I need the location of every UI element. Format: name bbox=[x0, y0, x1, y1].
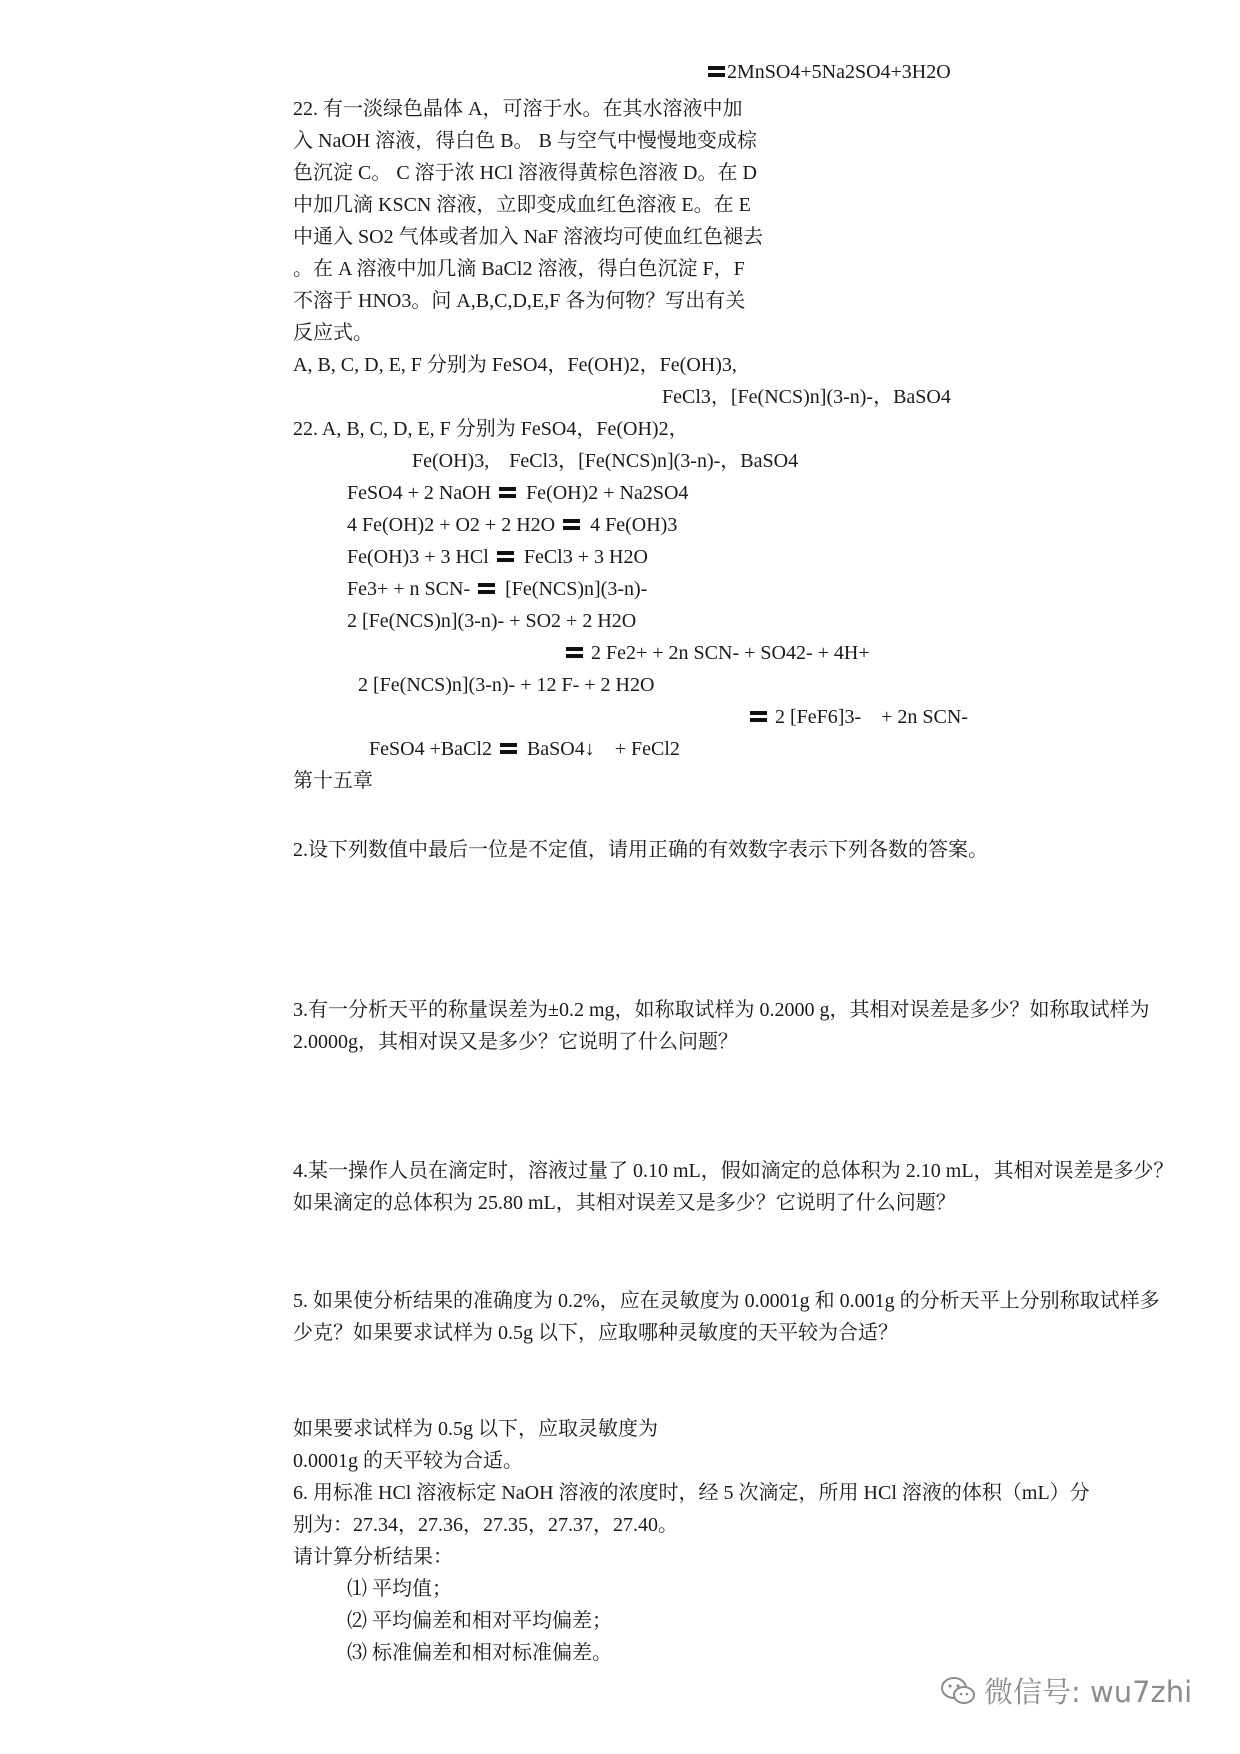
equals-sign bbox=[708, 66, 725, 77]
reaction-equation bbox=[347, 481, 688, 505]
watermark bbox=[940, 1670, 1192, 1711]
reaction-rhs: BaSO4↓ + FeCl2 bbox=[526, 738, 680, 760]
question-6-item: ⑶ 标准偏差和相对标准偏差。 bbox=[347, 1642, 612, 1664]
q22-text-line: 22. 有一淡绿色晶体 A，可溶于水。在其水溶液中加 bbox=[293, 98, 743, 120]
question-5-line: 少克？如果要求试样为 0.5g 以下，应取哪种灵敏度的天平较为合适？ bbox=[293, 1322, 898, 1344]
wechat-icon bbox=[940, 1676, 976, 1706]
reaction-lhs: Fe(OH)3 + 3 HCl bbox=[347, 546, 489, 568]
equals-sign bbox=[499, 487, 516, 498]
q22-text-line: 不溶于 HNO3。问 A,B,C,D,E,F 各为何物？写出有关 bbox=[293, 290, 746, 312]
equals-sign bbox=[750, 711, 767, 722]
equation-rhs: 2MnSO4+5Na2SO4+3H2O bbox=[727, 61, 951, 83]
question-2: 2.设下列数值中最后一位是不定值，请用正确的有效数字表示下列各数的答案。 bbox=[293, 839, 988, 861]
reaction-equation bbox=[347, 577, 647, 601]
question-6-item: ⑴ 平均值； bbox=[347, 1578, 452, 1600]
reaction-rhs-line bbox=[566, 641, 870, 665]
q5-answer-line: 如果要求试样为 0.5g 以下，应取灵敏度为 bbox=[293, 1418, 658, 1440]
question-5-line: 5. 如果使分析结果的准确度为 0.2%，应在灵敏度为 0.0001g 和 0.001g 的分析天平上分别称取试样多 bbox=[293, 1290, 1160, 1312]
reaction-rhs-line bbox=[750, 705, 968, 729]
reaction-lhs: Fe3+ + n SCN- bbox=[347, 578, 471, 600]
reaction-lhs: FeSO4 +BaCl2 bbox=[369, 738, 492, 760]
equation-mnso4 bbox=[708, 60, 951, 84]
reaction-lhs: 2 [Fe(NCS)n](3-n)- + SO2 + 2 H2O bbox=[347, 610, 637, 632]
equals-sign bbox=[497, 551, 514, 562]
watermark-text: 微信号: wu7zhi bbox=[984, 1675, 1193, 1709]
chapter-heading: 第十五章 bbox=[293, 770, 373, 792]
q22-text-line: 反应式。 bbox=[293, 322, 373, 344]
question-4-line: 4.某一操作人员在滴定时，溶液过量了 0.10 mL，假如滴定的总体积为 2.10 mL，其相对误差是多少？ bbox=[293, 1160, 1174, 1182]
question-6-item: ⑵ 平均偏差和相对平均偏差； bbox=[347, 1610, 612, 1632]
reaction-lhs: FeSO4 + 2 NaOH bbox=[347, 482, 492, 504]
equals-sign bbox=[566, 647, 583, 658]
q22-text-line: 中加几滴 KSCN 溶液，立即变成血红色溶液 E。在 E bbox=[293, 194, 751, 216]
equals-sign bbox=[500, 743, 517, 754]
question-3-line: 2.0000g，其相对误又是多少？它说明了什么问题？ bbox=[293, 1031, 738, 1053]
reaction-rhs: 2 [FeF6]3- + 2n SCN- bbox=[775, 706, 968, 728]
q22-text-line: 中通入 SO2 气体或者加入 NaF 溶液均可使血红色褪去 bbox=[293, 226, 764, 248]
reaction-rhs: FeCl3 + 3 H2O bbox=[523, 546, 648, 568]
q22-text-line: 色沉淀 C。 C 溶于浓 HCl 溶液得黄棕色溶液 D。在 D bbox=[293, 162, 757, 184]
q22-text-line: 入 NaOH 溶液，得白色 B。 B 与空气中慢慢地变成棕 bbox=[293, 130, 757, 152]
reaction-rhs: 4 Fe(OH)3 bbox=[590, 514, 678, 536]
question-3-line: 3.有一分析天平的称量误差为±0.2 mg，如称取试样为 0.2000 g，其相对误差是多少？如称取试样为 bbox=[293, 999, 1150, 1021]
reaction-equation bbox=[347, 513, 677, 537]
reaction-equation bbox=[347, 545, 648, 569]
reaction-lhs: 4 Fe(OH)2 + O2 + 2 H2O bbox=[347, 514, 556, 536]
question-6-line: 别为：27.34，27.36，27.35，27.37，27.40。 bbox=[293, 1514, 678, 1536]
q22-text-line: 。在 A 溶液中加几滴 BaCl2 溶液，得白色沉淀 F，F bbox=[293, 258, 745, 280]
reaction-equation bbox=[369, 737, 680, 761]
reaction-rhs: Fe(OH)2 + Na2SO4 bbox=[526, 482, 689, 504]
q22-answer-line: FeCl3，[Fe(NCS)n](3-n)-，BaSO4 bbox=[662, 386, 951, 408]
equals-sign bbox=[563, 519, 580, 530]
reaction-rhs: 2 Fe2+ + 2n SCN- + SO42- + 4H+ bbox=[591, 642, 870, 664]
reaction-lhs: 2 [Fe(NCS)n](3-n)- + 12 F- + 2 H2O bbox=[358, 674, 655, 696]
q22-answer2-line: 22. A, B, C, D, E, F 分别为 FeSO4，Fe(OH)2， bbox=[293, 418, 689, 440]
question-6-line: 请计算分析结果： bbox=[293, 1546, 453, 1568]
reaction-rhs: [Fe(NCS)n](3-n)- bbox=[505, 578, 648, 600]
question-6-line: 6. 用标准 HCl 溶液标定 NaOH 溶液的浓度时，经 5 次滴定，所用 HCl 溶液的体积（mL）分 bbox=[293, 1482, 1090, 1504]
q22-answer-line: A, B, C, D, E, F 分别为 FeSO4，Fe(OH)2，Fe(OH)3, bbox=[293, 354, 737, 376]
q22-answer2-line: Fe(OH)3, FeCl3，[Fe(NCS)n](3-n)-，BaSO4 bbox=[412, 450, 799, 472]
q5-answer-line: 0.0001g 的天平较为合适。 bbox=[293, 1450, 523, 1472]
question-4-line: 如果滴定的总体积为 25.80 mL，其相对误差又是多少？它说明了什么问题？ bbox=[293, 1192, 956, 1214]
equals-sign bbox=[478, 583, 495, 594]
